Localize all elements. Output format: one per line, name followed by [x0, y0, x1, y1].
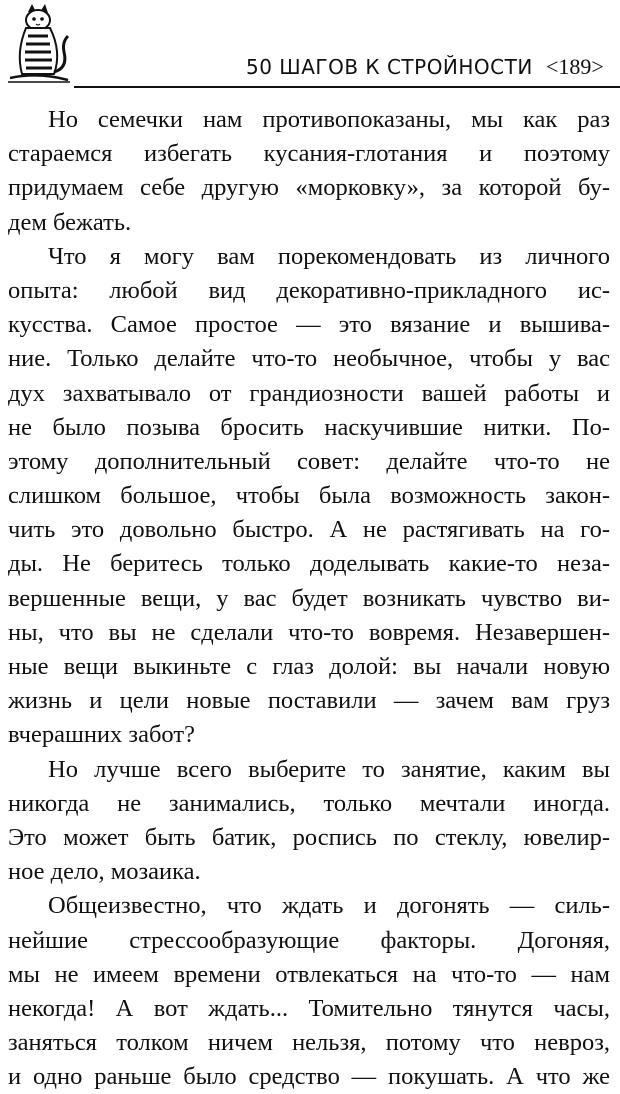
text-line: ны, что вы не сделали что-то вовремя. Незавершен- [8, 618, 610, 646]
text-line: не было позыва бросить наскучившие нитки. По- [8, 413, 610, 441]
page-body [8, 103, 610, 1094]
paragraph [8, 240, 610, 753]
text-line: Это может быть батик, роспись по стеклу, ювелир- [8, 823, 610, 851]
header-rule [74, 86, 620, 88]
text-line: Но лучше всего выберите то занятие, каким вы [48, 755, 610, 783]
text-line: ние. Только делайте что-то необычное, чтобы у вас [8, 345, 610, 373]
text-line: стараемся избегать кусания-глотания и поэтому [8, 140, 610, 168]
text-line: кусства. Самое простое — это вязание и вышива- [8, 311, 610, 339]
text-line: и одно раньше было средство — покушать. А что же [8, 1063, 610, 1091]
text-line: вчерашних забот? [8, 721, 195, 749]
text-line: нейшие стрессообразующие факторы. Догоняя, [8, 926, 610, 954]
text-line: Общеизвестно, что ждать и догонять — силь- [48, 892, 610, 920]
text-line: мы не имеем времени отвлекаться на что-то — нам [8, 960, 610, 988]
text-line: Но семечки нам противопоказаны, мы как раз [48, 106, 610, 133]
text-line: опыта: любой вид декоративно-прикладного ис- [8, 276, 610, 304]
text-line: некогда! А вот ждать... Томительно тянутся часы, [8, 994, 610, 1022]
text-line: придумаем себе другую «морковку», за которой бу- [8, 174, 610, 202]
text-line: жизнь и цели новые поставили — зачем вам груз [8, 687, 610, 715]
text-line: никогда не занимались, только мечтали иногда. [8, 789, 610, 817]
text-line: ное дело, мозаика. [8, 858, 201, 886]
text-line: этому дополнительный совет: делайте что-то не [8, 447, 610, 475]
text-line: заняться толком ничем нельзя, потому что невроз, [8, 1029, 610, 1057]
paragraph [8, 889, 610, 1094]
text-line: ды. Не беритесь только доделывать какие-то неза- [8, 550, 610, 578]
page-header [0, 0, 620, 92]
text-line: Что я могу вам порекомендовать из личного [48, 242, 610, 270]
text-line: ные вещи выкиньте с глаз долой: вы начали новую [8, 653, 610, 680]
text-line: дем бежать. [8, 208, 132, 236]
text-line: вершенные вещи, у вас будет возникать чувство ви- [8, 584, 610, 612]
page-number: <189> [546, 54, 604, 79]
text-line: дух захватывало от грандиозности вашей работы и [8, 379, 610, 407]
running-title: 50 ШАГОВ К СТРОЙНОСТИ [246, 55, 533, 79]
paragraph [8, 753, 610, 890]
text-line: слишком большое, чтобы была возможность закон- [8, 482, 610, 510]
cat-icon [6, 2, 72, 86]
text-line: чить это довольно быстро. А не растягивать на го- [8, 516, 610, 544]
paragraph [8, 103, 610, 240]
